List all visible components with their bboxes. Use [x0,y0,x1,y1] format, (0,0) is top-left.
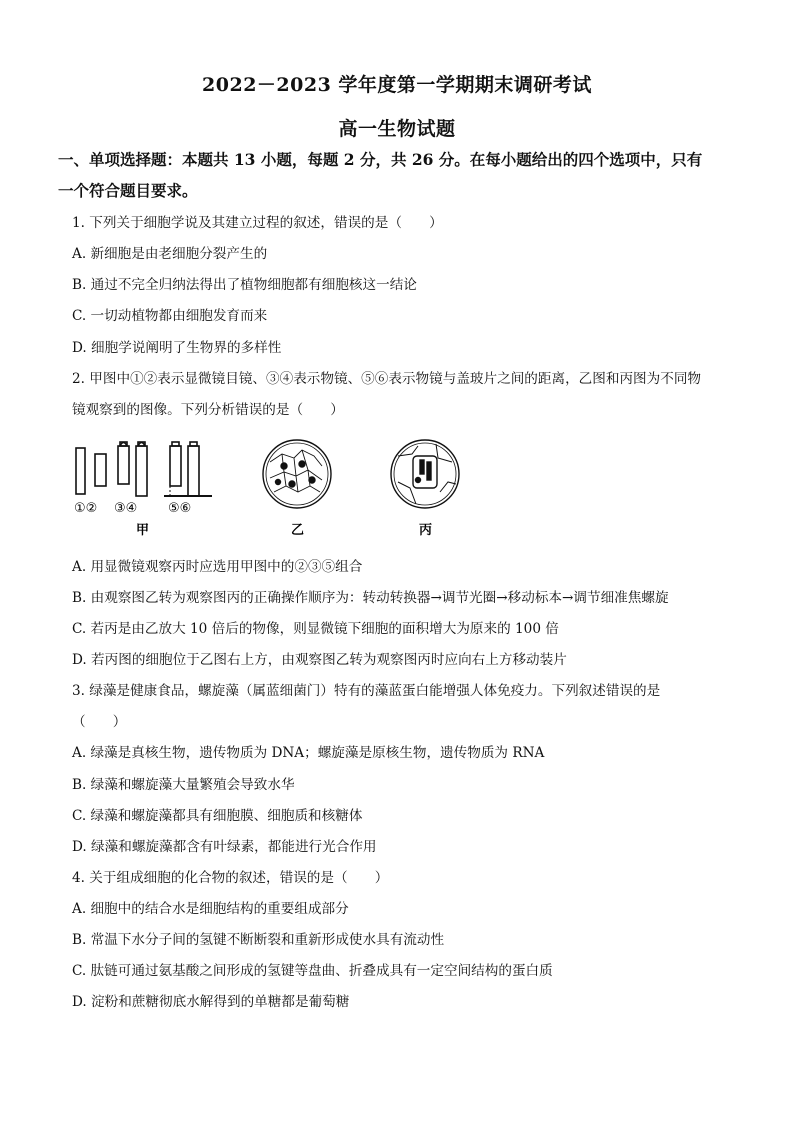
q3-stem-line-2: （ ） [72,714,127,730]
objective-6-shape [188,446,199,496]
fig-label-jia: 甲 [136,523,150,538]
microscope-figure [70,432,470,542]
q1-option-b: B. 通过不完全归纳法得出了植物细胞都有细胞核这一结论 [72,277,417,293]
section-heading [58,144,738,206]
objective-5-shape [170,446,181,486]
q4-option-d: D. 淀粉和蔗糖彻底水解得到的单糖都是葡萄糖 [72,994,350,1010]
q4-option-a: A. 细胞中的结合水是细胞结构的重要组成部分 [72,901,349,917]
q2-stem-line-1: 2. 甲图中①②表示显微镜目镜、③④表示物镜、⑤⑥表示物镜与盖玻片之间的距离，乙图和丙图为不同物 [72,371,702,387]
q2-option-a: A. 用显微镜观察丙时应选用甲图中的②③⑤组合 [72,559,363,575]
microscope-figure-svg [70,432,470,542]
q3-option-c: C. 绿藻和螺旋藻都具有细胞膜、细胞质和核糖体 [72,808,363,824]
objective-3-shape [118,446,129,484]
q1-option-d: D. 细胞学说阐明了生物界的多样性 [72,340,282,356]
q4-option-c: C. 肽链可通过氨基酸之间形成的氢键等盘曲、折叠成具有一定空间结构的蛋白质 [72,963,553,979]
q2-option-c: C. 若丙是由乙放大 10 倍后的物像，则显微镜下细胞的面积增大为原来的 100 倍 [72,621,559,637]
fig-label-yi: 乙 [291,523,305,538]
fig-label-nums-c: ⑤⑥ [168,501,192,516]
exam-title: 2022－2023 学年度第一学期期末调研考试 [202,74,592,96]
q1-stem: 1. 下列关于细胞学说及其建立过程的叙述，错误的是（ ） [72,215,443,231]
q3-option-a: A. 绿藻是真核生物，遗传物质为 DNA；螺旋藻是原核生物，遗传物质为 RNA [72,745,545,761]
objective-4-shape [136,446,147,496]
q2-option-b: B. 由观察图乙转为观察图丙的正确操作顺序为：转动转换器→调节光圈→移动标本→调节细准焦螺旋 [72,590,669,606]
section-heading-line-2: 一个符合题目要求。 [58,181,198,200]
q4-option-b: B. 常温下水分子间的氢键不断断裂和重新形成使水具有流动性 [72,932,445,948]
section-heading-line-1: 一、单项选择题：本题共 13 小题，每题 2 分，共 26 分。在每小题给出的四个选项中，只有 [58,150,703,169]
q1-option-c: C. 一切动植物都由细胞发育而来 [72,308,268,324]
q3-option-b: B. 绿藻和螺旋藻大量繁殖会导致水华 [72,777,295,793]
q3-stem-line-1: 3. 绿藻是健康食品，螺旋藻（属蓝细菌门）特有的藻蓝蛋白能增强人体免疫力。下列叙述错误的是 [72,683,661,699]
eyepiece-1-shape [76,448,85,494]
fig-label-nums-a: ①② [74,501,98,516]
view-yi [263,440,331,508]
view-bing [391,440,459,508]
q2-stem-line-2: 镜观察到的图像。下列分析错误的是（ ） [72,402,344,418]
q3-option-d: D. 绿藻和螺旋藻都含有叶绿素，都能进行光合作用 [72,839,377,855]
fig-label-bing: 丙 [419,523,433,538]
exam-subtitle: 高一生物试题 [338,118,456,140]
eyepiece-2-shape [95,454,106,486]
q1-option-a: A. 新细胞是由老细胞分裂产生的 [72,246,268,262]
fig-label-nums-b: ③④ [114,501,138,516]
q2-option-d: D. 若丙图的细胞位于乙图右上方，由观察图乙转为观察图丙时应向右上方移动装片 [72,652,567,668]
q4-stem: 4. 关于组成细胞的化合物的叙述，错误的是（ ） [72,870,389,886]
